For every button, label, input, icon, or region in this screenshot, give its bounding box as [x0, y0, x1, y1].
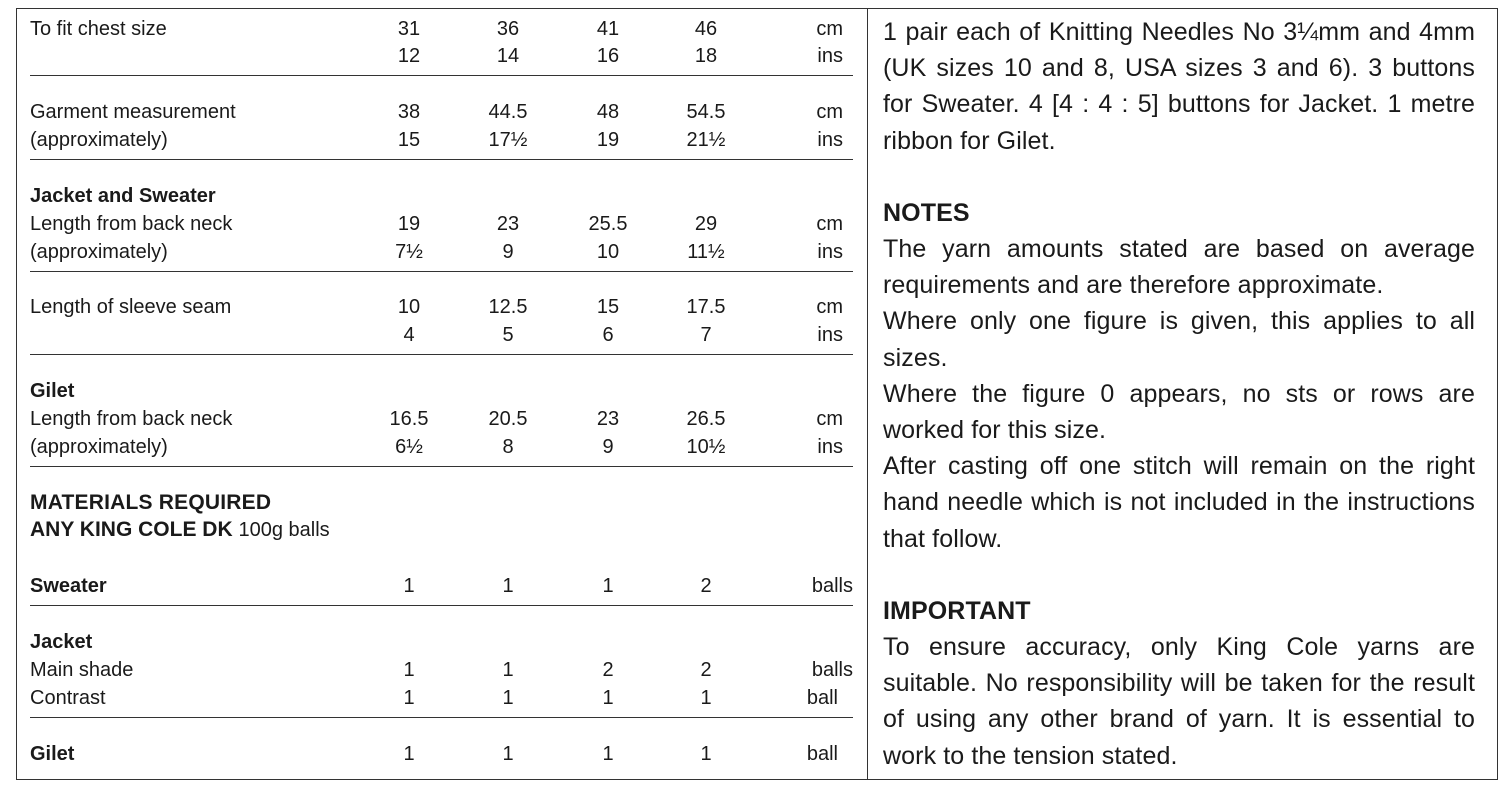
- row-label: (approximately): [30, 129, 168, 151]
- divider: [30, 354, 853, 355]
- cell: 48: [596, 101, 620, 123]
- cell: 2: [700, 575, 712, 597]
- cell: 19: [397, 213, 421, 235]
- unit-label: cm: [816, 101, 843, 123]
- cell: 16: [596, 45, 620, 67]
- cell: 17.5: [686, 296, 726, 318]
- row-label: Gilet: [30, 743, 75, 765]
- cell: 36: [496, 18, 520, 40]
- unit-label: ins: [817, 324, 843, 346]
- row-label: (approximately): [30, 436, 168, 458]
- cell: 19: [596, 129, 620, 151]
- table-row: [30, 741, 853, 768]
- unit-label: ball: [806, 687, 838, 709]
- cell: 1: [602, 575, 614, 597]
- unit-label: cm: [816, 18, 843, 40]
- unit-label: ins: [817, 436, 843, 458]
- row-label: Garment measurement: [30, 101, 236, 123]
- cell: 1: [403, 687, 415, 709]
- table-row: [30, 406, 853, 433]
- materials-title: MATERIALS REQUIRED: [30, 491, 272, 514]
- note-paragraph: Where only one figure is given, this applies to all sizes.: [883, 307, 1475, 372]
- unit-label: balls: [811, 575, 853, 597]
- cell: 1: [700, 743, 712, 765]
- cell: 20.5: [488, 408, 528, 430]
- cell: 1: [502, 687, 514, 709]
- table-row: [30, 99, 853, 126]
- unit-label: balls: [811, 659, 853, 681]
- table-row: [30, 127, 853, 154]
- divider: [30, 75, 853, 76]
- cell: 10½: [686, 436, 726, 458]
- note-paragraph: The yarn amounts stated are based on average requirements and are therefore approximate.: [883, 235, 1475, 300]
- table-row: [30, 573, 853, 600]
- table-row: [30, 239, 853, 266]
- cell: 15: [596, 296, 620, 318]
- column-divider: [867, 8, 868, 780]
- cell: 10: [596, 241, 620, 263]
- cell: 17½: [488, 129, 528, 151]
- notes-column: [883, 14, 1475, 774]
- table-row: [30, 43, 853, 70]
- unit-label: ball: [806, 743, 838, 765]
- unit-label: ins: [817, 129, 843, 151]
- row-label: Length from back neck: [30, 213, 233, 235]
- unit-label: ins: [817, 45, 843, 67]
- cell: 12.5: [488, 296, 528, 318]
- table-row: [30, 294, 853, 321]
- cell: 1: [502, 659, 514, 681]
- row-label: Length of sleeve seam: [30, 296, 232, 318]
- cell: 1: [502, 575, 514, 597]
- cell: 1: [403, 659, 415, 681]
- row-label: (approximately): [30, 241, 168, 263]
- cell: 10: [397, 296, 421, 318]
- row-label: To fit chest size: [30, 18, 167, 40]
- cell: 6½: [395, 436, 423, 458]
- cell: 54.5: [686, 101, 726, 123]
- divider: [30, 271, 853, 272]
- important-heading: IMPORTANT: [883, 596, 1031, 625]
- cell: 29: [694, 213, 718, 235]
- cell: 11½: [687, 241, 725, 263]
- cell: 9: [502, 241, 514, 263]
- divider: [30, 717, 853, 718]
- row-label: Sweater: [30, 575, 107, 597]
- table-row: [30, 657, 853, 684]
- unit-label: cm: [816, 213, 843, 235]
- cell: 25.5: [588, 213, 628, 235]
- yarn-brand: ANY KING COLE DK: [30, 518, 233, 541]
- cell: 4: [403, 324, 415, 346]
- note-paragraph: Where the figure 0 appears, no sts or rows are worked for this size.: [883, 379, 1475, 445]
- cell: 31: [397, 18, 421, 40]
- cell: 41: [596, 18, 620, 40]
- table-row: [30, 322, 853, 349]
- cell: 1: [403, 743, 415, 765]
- row-label: Length from back neck: [30, 408, 233, 430]
- row-label: Main shade: [30, 659, 134, 681]
- cell: 16.5: [389, 408, 429, 430]
- cell: 2: [602, 659, 614, 681]
- section-heading: Jacket: [30, 631, 93, 653]
- section-heading: Gilet: [30, 380, 75, 402]
- unit-label: ins: [817, 241, 843, 263]
- note-paragraph: After casting off one stitch will remain on the right hand needle which is not included in the instructions that follow.: [883, 452, 1475, 553]
- divider: [30, 159, 853, 160]
- cell: 8: [502, 436, 514, 458]
- cell: 44.5: [488, 101, 528, 123]
- cell: 12: [397, 45, 421, 67]
- needles-paragraph: 1 pair each of Knitting Needles No 3¼mm and 4mm (UK sizes 10 and 8, USA sizes 3 and 6). 3 buttons for Sweater. 4 [4 : 4 : 5] buttons for Jacket. 1 metre ribbon for Gilet.: [883, 18, 1475, 155]
- cell: 26.5: [686, 408, 726, 430]
- table-row: [30, 211, 853, 238]
- cell: 38: [397, 101, 421, 123]
- table-row: [30, 434, 853, 461]
- cell: 2: [700, 659, 712, 681]
- cell: 23: [496, 213, 520, 235]
- notes-heading: NOTES: [883, 198, 970, 227]
- cell: 1: [403, 575, 415, 597]
- cell: 18: [694, 45, 718, 67]
- cell: 23: [596, 408, 620, 430]
- important-paragraph: To ensure accuracy, only King Cole yarns are suitable. No responsibility will be taken for the result of using any other brand of yarn. It is essential to work to the tension stated.: [883, 633, 1475, 770]
- row-label: Contrast: [30, 687, 106, 709]
- cell: 1: [602, 743, 614, 765]
- cell: 21½: [686, 129, 726, 151]
- cell: 1: [502, 743, 514, 765]
- materials-subtitle: [30, 517, 330, 543]
- divider: [30, 466, 853, 467]
- cell: 46: [694, 18, 718, 40]
- cell: 6: [602, 324, 614, 346]
- unit-label: cm: [816, 408, 843, 430]
- divider: [30, 605, 853, 606]
- cell: 1: [700, 687, 712, 709]
- cell: 1: [602, 687, 614, 709]
- unit-label: cm: [816, 296, 843, 318]
- cell: 7½: [395, 241, 423, 263]
- table-row: [30, 685, 853, 712]
- table-row: [30, 16, 853, 43]
- section-heading: Jacket and Sweater: [30, 185, 216, 207]
- cell: 9: [602, 436, 614, 458]
- cell: 14: [496, 45, 520, 67]
- cell: 5: [502, 324, 514, 346]
- cell: 7: [700, 324, 712, 346]
- ball-size: 100g balls: [238, 519, 330, 541]
- cell: 15: [397, 129, 421, 151]
